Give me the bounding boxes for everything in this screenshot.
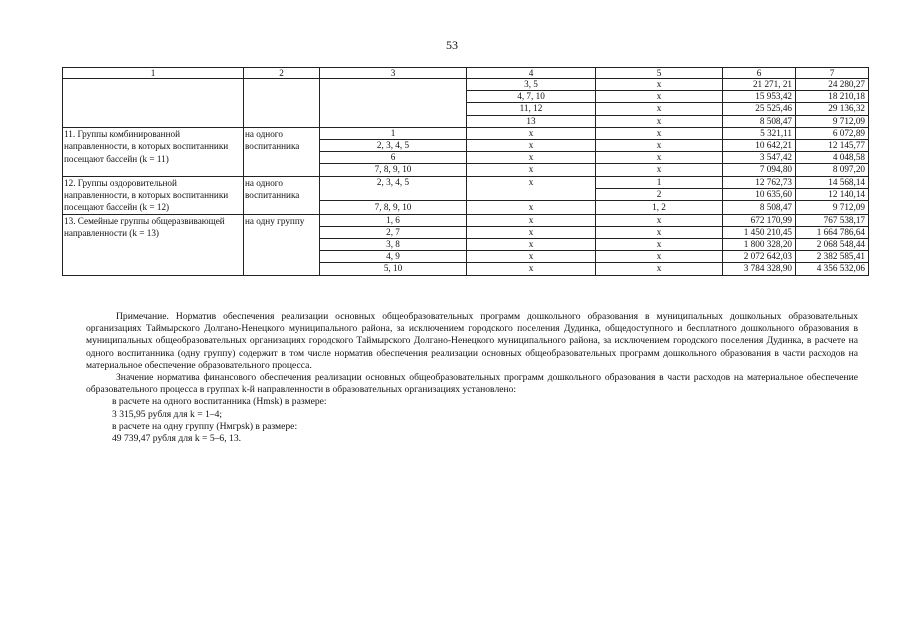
group-label: 13. Семейные группы общеразвивающей направленности (k = 13) — [63, 214, 244, 275]
note-paragraph: Примечание. Норматив обеспечения реализации основных общеобразовательных программ дошкольного образования в муниципальных дошкольных образовательных организациях Таймырского Долгано-Ненецкого муниципального района, за исключением городского поселения Дудинка, общедоступного и бесплатного дошкольного образования в муниципальных общеобразовательных организациях городского Таймырского Долгано-Ненецкого муниципального района, за исключением городского поселения Дудинка, в расчете на одного воспитанника (одну группу) содержит в том числе норматив обеспечения реализации основных общеобразовательных программ дошкольного образования в части расходов на материальное обеспечение образовательного процесса. — [86, 311, 858, 371]
unit-label: на одну группу — [244, 214, 320, 275]
table-cell: x — [596, 152, 723, 164]
table-cell: 8 508,47 — [723, 200, 796, 214]
table-cell: x — [596, 251, 723, 263]
table-cell: x — [467, 200, 596, 214]
table-cell: 18 210,18 — [796, 91, 869, 103]
table-cell: 2 — [596, 188, 723, 200]
table-cell: x — [596, 263, 723, 275]
col-header: 3 — [320, 68, 467, 79]
table-cell: x — [467, 176, 596, 200]
table-cell: 4 048,58 — [796, 152, 869, 164]
table-cell: 2, 3, 4, 5 — [320, 139, 467, 151]
table-cell: x — [467, 139, 596, 151]
table-row — [63, 214, 869, 226]
table-cell: x — [467, 164, 596, 176]
table-row — [63, 127, 869, 139]
table-cell: 12 762,73 — [723, 176, 796, 188]
table-cell: 1 — [320, 127, 467, 139]
group-label: 12. Группы оздоровительной направленности, в которых воспитанники посещают бассейн (k = 12) — [63, 176, 244, 214]
table-cell: 13 — [467, 115, 596, 127]
table-cell: 6 — [320, 152, 467, 164]
table-cell: 2 068 548,44 — [796, 239, 869, 251]
table-cell: 7, 8, 9, 10 — [320, 164, 467, 176]
table-cell: x — [467, 251, 596, 263]
table-cell: x — [596, 226, 723, 238]
table-cell: 2, 7 — [320, 226, 467, 238]
table-cell: 29 136,32 — [796, 103, 869, 115]
note-paragraph: Значение норматива финансового обеспечения реализации основных общеобразовательных программ дошкольного образования в части расходов на материальное обеспечение образовательного процесса в группах k-й направленности в образовательных организациях установлено: — [86, 372, 858, 396]
table-cell: 8 097,20 — [796, 164, 869, 176]
table-cell: x — [467, 226, 596, 238]
table-cell: 5, 10 — [320, 263, 467, 275]
table-cell: 10 635,60 — [723, 188, 796, 200]
table-cell: x — [596, 103, 723, 115]
table-cell: 9 712,09 — [796, 115, 869, 127]
table-cell: x — [596, 91, 723, 103]
table-cell: 4, 7, 10 — [467, 91, 596, 103]
table-row — [63, 79, 869, 91]
note-line: 3 315,95 рубля для k = 1–4; — [112, 408, 223, 420]
table-cell: x — [596, 79, 723, 91]
table-cell: x — [596, 115, 723, 127]
table-cell: 14 568,14 — [796, 176, 869, 188]
col-header: 6 — [723, 68, 796, 79]
table-cell: 1 450 210,45 — [723, 226, 796, 238]
table-cell: 672 170,99 — [723, 214, 796, 226]
empty-cell — [63, 79, 244, 128]
note-line: 49 739,47 рубля для k = 5–6, 13. — [112, 433, 242, 445]
group-label: 11. Группы комбинированной направленности, в которых воспитанники посещают бассейн (k = 11) — [63, 127, 244, 176]
col-header: 7 — [796, 68, 869, 79]
table-cell: 6 072,89 — [796, 127, 869, 139]
table-cell: 1 — [596, 176, 723, 188]
table-cell: 4 356 532,06 — [796, 263, 869, 275]
table-cell: 3, 5 — [467, 79, 596, 91]
footnote — [86, 311, 858, 445]
table-cell: 3 547,42 — [723, 152, 796, 164]
table-cell: x — [467, 214, 596, 226]
table-cell: x — [596, 127, 723, 139]
table-cell: x — [596, 164, 723, 176]
table-cell: x — [596, 239, 723, 251]
col-header: 1 — [63, 68, 244, 79]
table-cell: 11, 12 — [467, 103, 596, 115]
table-cell: x — [467, 239, 596, 251]
table-cell: 5 321,11 — [723, 127, 796, 139]
table-cell: 1 800 328,20 — [723, 239, 796, 251]
empty-cell — [320, 79, 467, 128]
table-cell: 25 525,46 — [723, 103, 796, 115]
table-header-row — [63, 68, 869, 79]
table-cell: 4, 9 — [320, 251, 467, 263]
table-cell: 7, 8, 9, 10 — [320, 200, 467, 214]
table-cell: x — [467, 127, 596, 139]
unit-label: на одного воспитанника — [244, 127, 320, 176]
table-cell: 10 642,21 — [723, 139, 796, 151]
table-cell: 3 784 328,90 — [723, 263, 796, 275]
table-cell: 12 145,77 — [796, 139, 869, 151]
table-cell: 12 140,14 — [796, 188, 869, 200]
note-line: в расчете на одного воспитанника (Hmsk) в размере: — [112, 396, 327, 408]
table-cell: 24 280,27 — [796, 79, 869, 91]
table-cell: x — [467, 263, 596, 275]
table-cell: x — [467, 152, 596, 164]
table-cell: 21 271, 21 — [723, 79, 796, 91]
table-cell: x — [596, 139, 723, 151]
table-cell: 2 072 642,03 — [723, 251, 796, 263]
table-cell: 8 508,47 — [723, 115, 796, 127]
col-header: 2 — [244, 68, 320, 79]
table-cell: 767 538,17 — [796, 214, 869, 226]
empty-cell — [244, 79, 320, 128]
table-cell: 7 094,80 — [723, 164, 796, 176]
table-cell: 1, 6 — [320, 214, 467, 226]
table-cell: 9 712,09 — [796, 200, 869, 214]
table-cell: 1, 2 — [596, 200, 723, 214]
table-row — [63, 176, 869, 188]
table-cell: 15 953,42 — [723, 91, 796, 103]
col-header: 4 — [467, 68, 596, 79]
note-line: в расчете на одну группу (Нмгpsk) в размере: — [112, 420, 298, 432]
normative-table — [62, 67, 869, 276]
page-number: 53 — [446, 38, 458, 52]
unit-label: на одного воспитанника — [244, 176, 320, 214]
table-cell: x — [596, 214, 723, 226]
table-cell: 2, 3, 4, 5 — [320, 176, 467, 200]
col-header: 5 — [596, 68, 723, 79]
table-cell: 1 664 786,64 — [796, 226, 869, 238]
table-cell: 3, 8 — [320, 239, 467, 251]
table-cell: 2 382 585,41 — [796, 251, 869, 263]
